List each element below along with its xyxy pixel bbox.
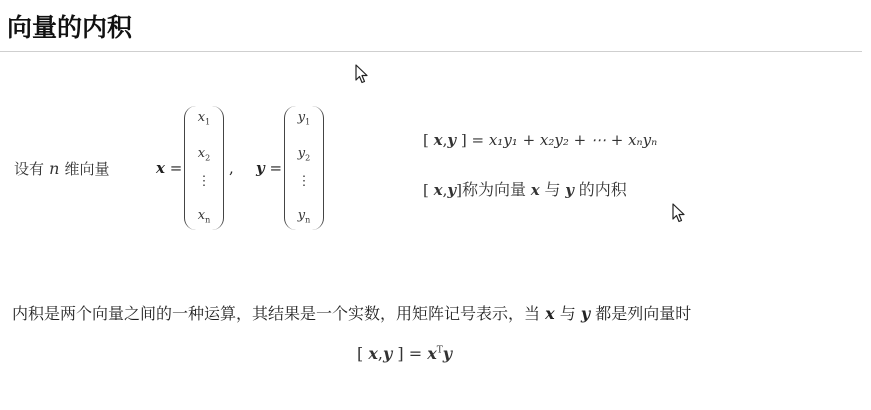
def-called-prefix: 称为向量 [461, 180, 526, 199]
mf-rhs-y: y [442, 344, 453, 363]
intro-var: n [49, 159, 60, 178]
y-symbol: y [256, 159, 265, 177]
para-text-after: 都是列向量时 [595, 304, 692, 323]
def-x2: x [530, 181, 540, 199]
explanation-paragraph [12, 301, 691, 324]
mf-rbracket: ] [397, 344, 404, 363]
vector-separator: , [229, 159, 234, 177]
mf-equals: = [408, 344, 423, 363]
mf-lbracket: [ [357, 344, 364, 363]
x-entry-n: $x_n$ [197, 208, 211, 225]
x-vector-label [156, 159, 182, 177]
def-comma: , [442, 181, 448, 199]
x-symbol: x [156, 159, 165, 177]
def-called-mid: 与 [544, 180, 561, 199]
para-mid: 与 [559, 304, 576, 323]
para-text-before: 内积是两个向量之间的一种运算，其结果是一个实数，用矩阵记号表示，当 [12, 304, 541, 323]
x-entry-dots: ⋮ [197, 174, 211, 189]
definition-intro [14, 158, 110, 179]
mouse-cursor-icon [672, 203, 685, 223]
formula-comma: , [442, 131, 448, 149]
mf-rhs-x: x [427, 344, 437, 363]
mf-y: y [382, 344, 393, 363]
matrix-form-formula [357, 344, 452, 363]
formula-x: x [433, 131, 443, 149]
formula-rbracket: ] [460, 131, 467, 149]
def-y: y [447, 181, 457, 199]
y-entry-dots: ⋮ [297, 174, 311, 189]
mf-transpose: T [436, 345, 443, 356]
formula-y: y [447, 131, 457, 149]
para-x: x [545, 304, 555, 323]
y-vector-label [256, 159, 282, 177]
y-entry-n: $y_n$ [297, 208, 311, 225]
y-entry-2: $y_2$ [297, 146, 311, 163]
y-entry-1: $y_1$ [297, 110, 311, 127]
intro-suffix: 维向量 [64, 160, 110, 178]
x-entry-2: $x_2$ [197, 146, 211, 163]
page-title: 向量的内积 [7, 13, 133, 42]
inner-product-definition [423, 177, 627, 200]
def-called-suffix: 的内积 [578, 180, 627, 199]
def-rbracket: ] [456, 181, 462, 199]
x-equals: = [169, 159, 183, 177]
def-x: x [433, 181, 443, 199]
x-column-vector [184, 106, 224, 230]
x-entry-1: $x_1$ [197, 110, 211, 127]
para-y: y [580, 304, 591, 323]
mouse-cursor-icon [355, 64, 368, 84]
intro-prefix: 设有 [14, 160, 45, 178]
formula-lbracket: [ [423, 131, 429, 149]
def-lbracket: [ [423, 181, 429, 199]
mf-x: x [368, 344, 378, 363]
formula-rhs: = x₁y₁ + x₂y₂ + ⋯ + xₙyₙ [471, 131, 658, 149]
mf-comma: , [377, 344, 383, 363]
inner-product-formula [423, 131, 657, 149]
def-y2: y [565, 181, 574, 199]
y-column-vector [284, 106, 324, 230]
y-equals: = [269, 159, 283, 177]
title-divider [0, 51, 862, 52]
